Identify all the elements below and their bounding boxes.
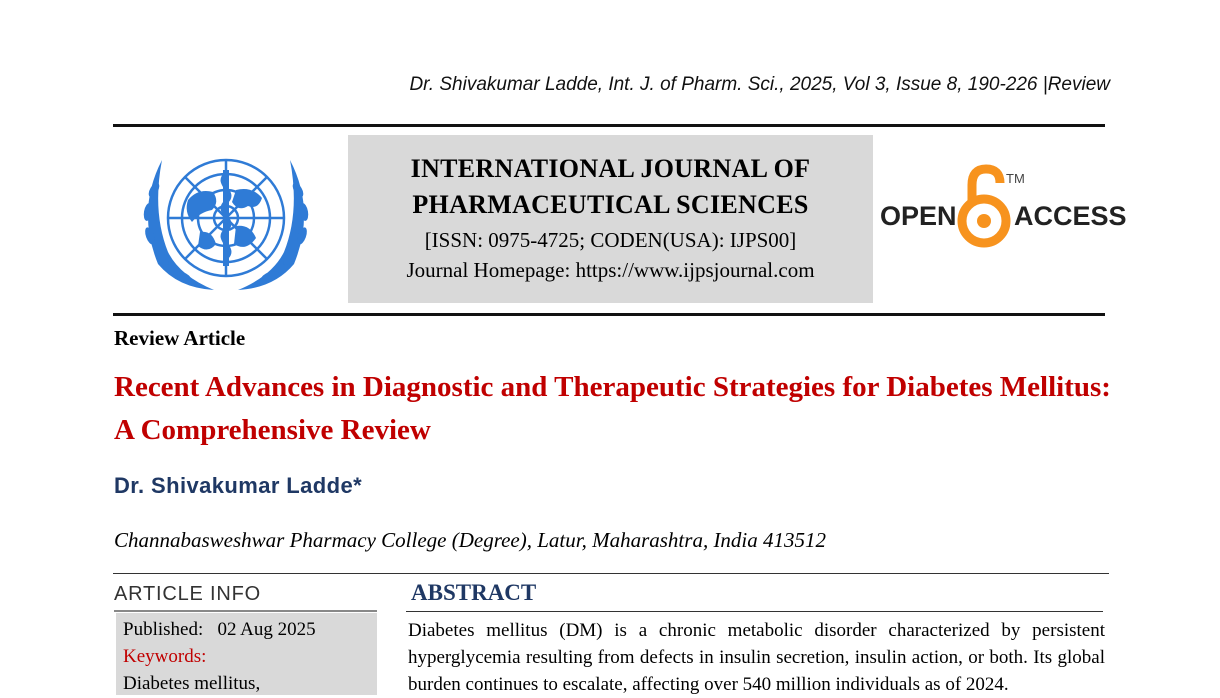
abstract-rule [406, 611, 1103, 612]
header-rule-bottom [113, 313, 1105, 316]
keyword-item: Diabetes mellitus, [123, 673, 261, 694]
section-divider [113, 573, 1109, 574]
abstract-text: Diabetes mellitus (DM) is a chronic metabolic disorder characterized by persistent hyperglycemia resulting from defects in insulin secretion, insulin action, or both. Its global burden continues to escalate, affecting over 540 million individuals as of 2024. [408, 620, 1105, 695]
published-row [123, 616, 377, 643]
paper-title: Recent Advances in Diagnostic and Therapeutic Strategies for Diabetes Mellitus: A Comprehensive Review [114, 371, 1111, 446]
author-name: Dr. Shivakumar Ladde* [114, 473, 363, 498]
author-affiliation: Channabasweshwar Pharmacy College (Degree), Latur, Maharashtra, India 413512 [114, 528, 827, 552]
journal-issn: [ISSN: 0975-4725; CODEN(USA): IJPS00] [424, 228, 797, 252]
article-info-rule [114, 610, 377, 612]
un-emblem-icon [128, 140, 324, 304]
open-access-open-text: OPEN [880, 201, 957, 231]
journal-homepage: Journal Homepage: https://www.ijpsjournal.com [406, 258, 815, 282]
article-type: Review Article [114, 326, 246, 350]
abstract-heading: ABSTRACT [411, 580, 537, 605]
open-access-access-text: ACCESS [1014, 201, 1127, 231]
header-rule-top [113, 124, 1105, 127]
published-label: Published: [123, 619, 204, 640]
open-access-logo [880, 163, 1127, 255]
journal-name-line1: INTERNATIONAL JOURNAL OF [410, 154, 811, 183]
article-info-heading: ARTICLE INFO [114, 583, 262, 605]
journal-name-line2: PHARMACEUTICAL SCIENCES [412, 190, 809, 219]
running-header-citation: Dr. Shivakumar Ladde, Int. J. of Pharm. Sci., 2025, Vol 3, Issue 8, 190-226 |Review [409, 74, 1110, 95]
article-info-box [116, 613, 377, 695]
open-access-lock-icon [962, 169, 1006, 243]
open-access-tm: TM [1006, 171, 1025, 186]
published-date: 02 Aug 2025 [217, 619, 316, 640]
keywords-label: Keywords: [123, 646, 207, 667]
journal-masthead [348, 135, 873, 303]
